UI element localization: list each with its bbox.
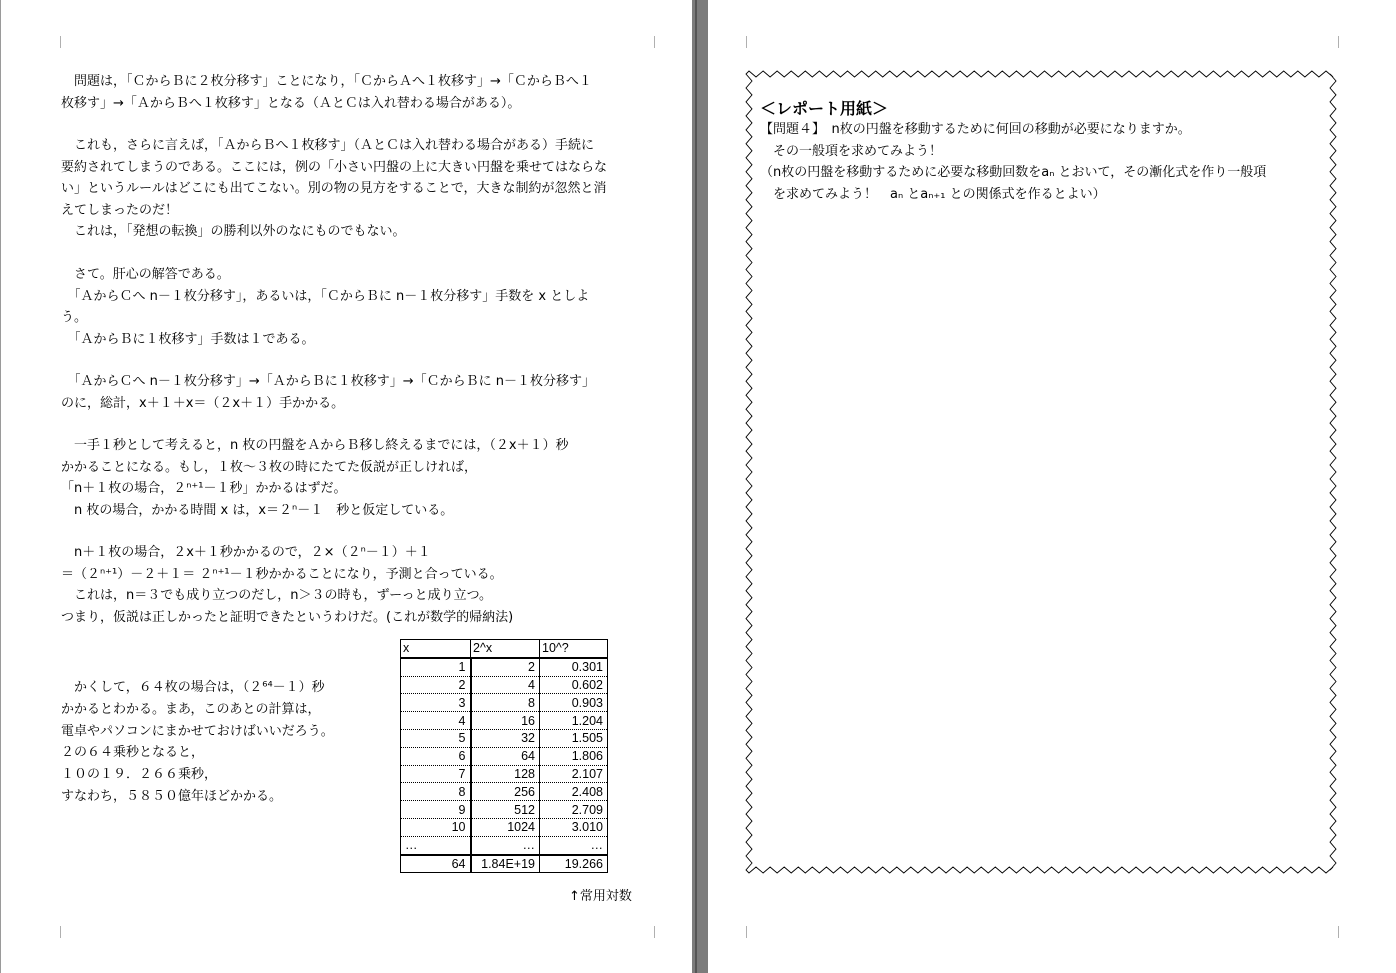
crop-mark bbox=[1338, 926, 1339, 938]
text-line: これは，「発想の転換」の勝利以外のなにものでもない。 bbox=[61, 224, 406, 239]
table-cell: 5 bbox=[401, 729, 471, 747]
table-header-row bbox=[401, 640, 608, 658]
text-line: ＝（２ⁿ⁺¹）－２＋１＝ ２ⁿ⁺¹－１秒かかることになり，予測と合っている。 bbox=[61, 566, 503, 582]
text-line: さて。肝心の解答である。 bbox=[61, 267, 230, 282]
text-line: 電卓やパソコンにまかせておけばいいだろう。 bbox=[61, 723, 334, 739]
paragraph-3 bbox=[61, 264, 589, 350]
table-cell: 128 bbox=[471, 765, 540, 783]
text-line: を求めてみよう！ aₙ とaₙ₊₁ との関係式を作るとよい） bbox=[760, 186, 1106, 202]
report-question bbox=[760, 119, 1266, 205]
table-cell: 19.266 bbox=[540, 855, 608, 873]
text-line: う。 bbox=[61, 310, 88, 325]
text-line: 一手１秒として考えると，n 枚の円盤をＡからＢ移し終えるまでには，（２x＋１）秒 bbox=[61, 438, 569, 453]
text-line: これは，n＝３でも成り立つのだし，n＞３の時も，ずーっと成り立つ。 bbox=[61, 588, 493, 603]
table-cell: 0.903 bbox=[540, 694, 608, 712]
paragraph-4 bbox=[61, 371, 595, 414]
paragraph-5 bbox=[61, 435, 569, 521]
table-cell: 8 bbox=[471, 694, 540, 712]
text-line: 「n＋１枚の場合，２ⁿ⁺¹－１秒」かかるはずだ。 bbox=[61, 481, 347, 496]
crop-mark bbox=[60, 36, 61, 48]
table-cell: 64 bbox=[471, 747, 540, 765]
table-row bbox=[401, 658, 608, 676]
text-line: かかるとわかる。まあ，このあとの計算は， bbox=[61, 701, 321, 717]
crop-mark bbox=[746, 36, 747, 48]
table-cell: 7 bbox=[401, 765, 471, 783]
table-row bbox=[401, 855, 608, 873]
table-cell: 2 bbox=[401, 676, 471, 694]
text-line: かかることになる。もし，１枚～３枚の時にたてた仮説が正しければ， bbox=[61, 459, 478, 475]
table-cell: 3 bbox=[401, 694, 471, 712]
paragraph-1 bbox=[61, 71, 592, 114]
column-header: 2^x bbox=[471, 640, 540, 658]
table-cell: 9 bbox=[401, 801, 471, 819]
crop-mark bbox=[60, 926, 61, 938]
text-line: （n枚の円盤を移動するために必要な移動回数をaₙ とおいて，その漸化式を作り一般項 bbox=[760, 165, 1267, 180]
table-row bbox=[401, 836, 608, 854]
table-cell: 4 bbox=[401, 712, 471, 730]
text-line: ２の６４乗秒となると， bbox=[61, 745, 205, 761]
text-line: 【問題４】 n枚の円盤を移動するために何回の移動が必要になりますか。 bbox=[760, 122, 1191, 137]
table-cell: 0.602 bbox=[540, 676, 608, 694]
table-cell: 6 bbox=[401, 747, 471, 765]
text-line: のに，総計，x＋１＋x＝（２x＋１）手かかる。 bbox=[61, 395, 345, 411]
text-line: １０の１９．２６６乗秒， bbox=[61, 767, 218, 783]
table-row bbox=[401, 818, 608, 836]
text-line: その一般項を求めてみよう！ bbox=[760, 143, 943, 159]
left-page bbox=[0, 0, 693, 973]
crop-mark bbox=[654, 36, 655, 48]
text-line: すなわち，５８５０億年ほどかかる。 bbox=[61, 788, 283, 804]
text-line: 「ＡからＢに１枚移す」手数は１である。 bbox=[61, 331, 315, 347]
text-line: 要約されてしまうのである。ここには，例の「小さい円盤の上に大きい円盤を乗せてはならな bbox=[61, 159, 608, 175]
table-cell: 2 bbox=[471, 658, 540, 676]
text-line: 「ＡからＣへ n－１枚分移す」，あるいは，「ＣからＢに n－１枚分移す」手数を x としよ bbox=[61, 288, 590, 304]
table-row bbox=[401, 712, 608, 730]
text-line: 問題は，「ＣからＢに２枚分移す」ことになり，「ＣからＡへ１枚移す」→「ＣからＢへ１ bbox=[61, 74, 592, 89]
text-line: 「ＡからＣへ n－１枚分移す」→「ＡからＢに１枚移す」→「ＣからＢに n－１枚分移す」 bbox=[61, 374, 596, 389]
table-cell: … bbox=[401, 836, 471, 854]
crop-mark bbox=[1338, 36, 1339, 48]
table-cell: 8 bbox=[401, 783, 471, 801]
text-line: かくして，６４枚の場合は，（２⁶⁴－１）秒 bbox=[61, 680, 325, 695]
conclusion-note bbox=[61, 677, 334, 808]
crop-mark bbox=[746, 926, 747, 938]
table-cell: 32 bbox=[471, 729, 540, 747]
table-row bbox=[401, 783, 608, 801]
table-cell: … bbox=[540, 836, 608, 854]
table-cell: 256 bbox=[471, 783, 540, 801]
page-gutter bbox=[692, 0, 708, 973]
column-header: x bbox=[401, 640, 471, 658]
table-cell: 2.709 bbox=[540, 801, 608, 819]
paragraph-6 bbox=[61, 542, 513, 628]
table-cell: 1.204 bbox=[540, 712, 608, 730]
table-cell: 1 bbox=[401, 658, 471, 676]
paragraph-2 bbox=[61, 135, 607, 243]
text-line: 枚移す」→「ＡからＢへ１枚移す」となる（ＡとＣは入れ替わる場合がある）。 bbox=[61, 95, 521, 111]
table-cell: 1.505 bbox=[540, 729, 608, 747]
table-cell: 3.010 bbox=[540, 818, 608, 836]
text-line: えてしまったのだ！ bbox=[61, 202, 179, 218]
table-cell: 16 bbox=[471, 712, 540, 730]
table-cell: 1.806 bbox=[540, 747, 608, 765]
text-line: い」というルールはどこにも出てこない。別の物の見方をすることで，大きな制約が忽然と消 bbox=[61, 181, 607, 196]
table-cell: 0.301 bbox=[540, 658, 608, 676]
table-row bbox=[401, 676, 608, 694]
table-cell: 2.107 bbox=[540, 765, 608, 783]
column-header: 10^? bbox=[540, 640, 608, 658]
table-cell: 4 bbox=[471, 676, 540, 694]
text-line: n 枚の場合，かかる時間 x は，x＝２ⁿ－１ 秒と仮定している。 bbox=[61, 502, 454, 518]
table-caption: ↑常用対数 bbox=[569, 889, 632, 904]
crop-mark bbox=[654, 926, 655, 938]
table-row bbox=[401, 729, 608, 747]
table-cell: 1024 bbox=[471, 818, 540, 836]
text-line: つまり，仮説は正しかったと証明できたというわけだ。(これが数学的帰納法) bbox=[61, 609, 514, 625]
table-row bbox=[401, 747, 608, 765]
table-row bbox=[401, 765, 608, 783]
table-cell: … bbox=[471, 836, 540, 854]
table-cell: 64 bbox=[401, 855, 471, 873]
table-cell: 512 bbox=[471, 801, 540, 819]
table-cell: 1.84E+19 bbox=[471, 855, 540, 873]
table-cell: 10 bbox=[401, 818, 471, 836]
table-row bbox=[401, 801, 608, 819]
table-cell: 2.408 bbox=[540, 783, 608, 801]
text-line: n＋１枚の場合，２x＋１秒かかるので，２×（２ⁿ－１）＋１ bbox=[61, 545, 431, 560]
power-log-table bbox=[400, 639, 608, 873]
table-row bbox=[401, 694, 608, 712]
text-line: これも，さらに言えば，「ＡからＢへ１枚移す」（ＡとＣは入れ替わる場合がある）手続に bbox=[61, 138, 595, 153]
report-title: ＜レポート用紙＞ bbox=[760, 99, 889, 118]
